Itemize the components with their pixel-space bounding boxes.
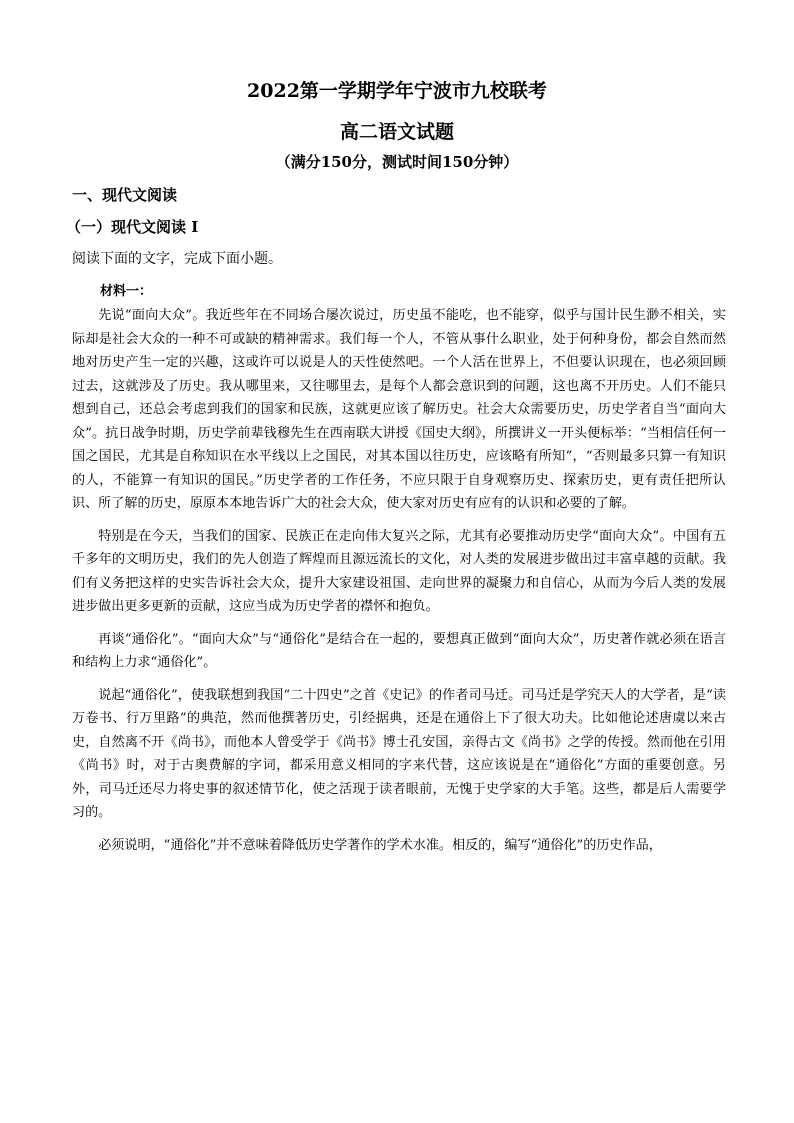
passage-body bbox=[72, 304, 726, 866]
exam-title: 2022第一学期学年宁波市九校联考 bbox=[247, 80, 547, 102]
exam-score-note: （满分150分，测试时间150分钟） bbox=[275, 153, 519, 171]
material-label: 材料一： bbox=[100, 284, 153, 299]
passage-paragraph: 说起“通俗化”，使我联想到我国“二十四史”之首《史记》的作者司马迁。司马迁是学究天人的大学者，是“读万卷书、行万里路”的典范，然而他撰著历史，引经据典，还是在通俗上下了很大功夫。比如他论述唐虞以来古史，自然离不开《尚书》，而他本人曾受学于《尚书》博士孔安国，亲得古文《尚书》之学的传授。然而他在引用《尚书》时，对于古奥费解的字词，都采用意义相同的字来代替，这应该说是在“通俗化”方面的重要创意。另外，司马迁还尽力将史事的叙述情节化，使之活现于读者眼前，无愧于史学家的大手笔。这些，都是后人需要学习的。 bbox=[72, 687, 726, 820]
passage-paragraph: 再谈“通俗化”。“面向大众”与“通俗化”是结合在一起的，要想真正做到“面向大众”，历史著作就必须在语言和结构上力求“通俗化”。 bbox=[72, 631, 726, 670]
reading-instruction: 阅读下面的文字，完成下面小题。 bbox=[72, 251, 282, 267]
exam-subject-title: 高二语文试题 bbox=[339, 121, 454, 143]
passage-paragraph: 必须说明，“通俗化”并不意味着降低历史学著作的学术水准。相反的，编写“通俗化”的历史作品， bbox=[98, 837, 662, 853]
section-heading: 一、现代文阅读 bbox=[72, 186, 178, 204]
subsection-heading: （一）现代文阅读 I bbox=[66, 218, 199, 236]
passage-paragraph: 特别是在今天，当我们的国家、民族正在走向伟大复兴之际，尤其有必要推动历史学“面向大众”。中国有五千多年的文明历史，我们的先人创造了辉煌而且源远流长的文化，对人类的发展进步做出过丰富卓越的贡献。我们有义务把这样的史实告诉社会大众，提升大家建设祖国、走向世界的凝聚力和自信心，从而为今后人类的发展进步做出更多更新的贡献，这应当成为历史学者的襟怀和抱负。 bbox=[72, 528, 726, 614]
passage-paragraph: 先说“面向大众”。我近些年在不同场合屡次说过，历史虽不能吃，也不能穿，似乎与国计民生渺不相关，实际却是社会大众的一种不可或缺的精神需求。我们每一个人，不管从事什么职业，处于何种身份，都会自然而然地对历史产生一定的兴趣，这或许可以说是人的天性使然吧。一个人活在世界上，不但要认识现在，也必须回顾过去，这就涉及了历史。我从哪里来，又往哪里去，是每个人都会意识到的问题，这也离不开历史。人们不能只想到自己，还总会考虑到我们的国家和民族，这就更应该了解历史。社会大众需要历史，历史学者自当“面向大众”。抗日战争时期，历史学前辈钱穆先生在西南联大讲授《国史大纲》，所撰讲义一开头便标举：“当相信任何一国之国民，尤其是自称知识在水平线以上之国民，对其本国以往历史，应该略有所知”，“否则最多只算一有知识的人，不能算一有知识的国民。”历史学者的工作任务，不应只限于自身观察历史、探索历史，更有责任把所认识、所了解的历史，原原本本地告诉广大的社会大众，使大家对历史有应有的认识和必要的了解。 bbox=[72, 308, 726, 511]
